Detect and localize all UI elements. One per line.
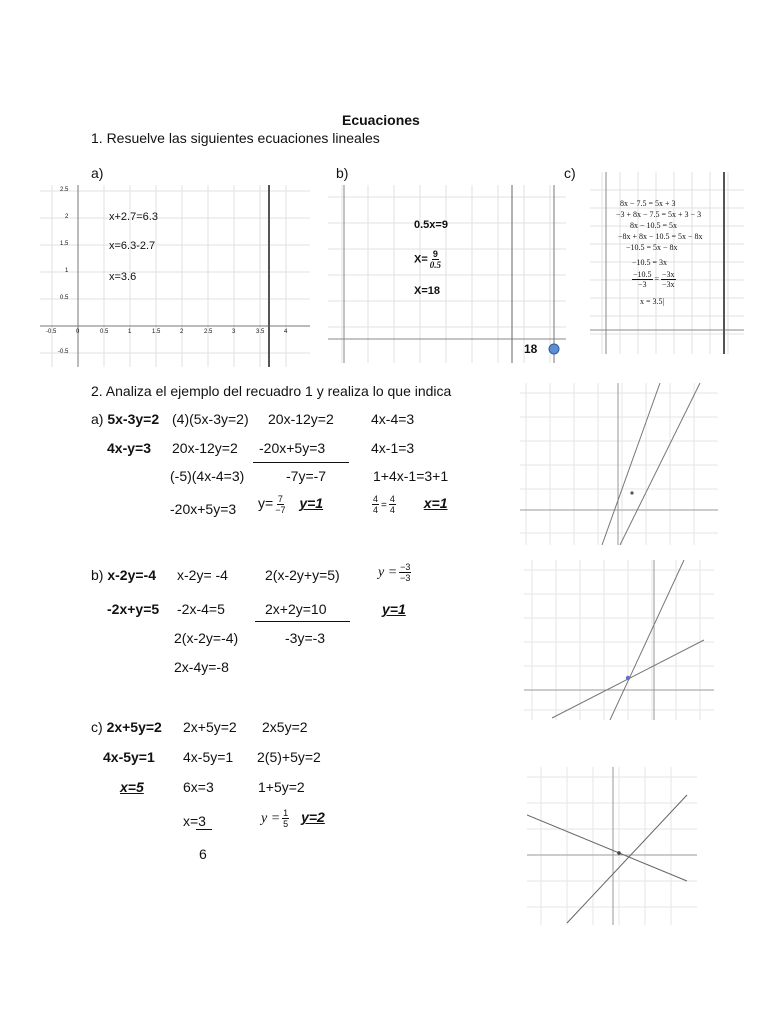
q2-c-y-equation [261, 808, 325, 829]
q2-a-step: 4x-1=3 [371, 440, 415, 456]
x-tick: 2.5 [204, 329, 213, 335]
q2-c-step: 2x5y=2 [262, 719, 308, 735]
q2-a-step: -7y=-7 [286, 468, 327, 484]
q2-a-step: -20x+5y=3 [170, 501, 237, 517]
q2-b-step: -2x-4=5 [177, 601, 225, 617]
q2-b-step: 2(x-2y=-4) [174, 630, 239, 646]
x-tick: 1 [128, 329, 132, 335]
q2-c-graph [527, 767, 697, 925]
q2-c-step: 6 [199, 846, 207, 862]
equals-sign: = [381, 500, 387, 512]
q2-c-eq1: 2x+5y=2 [106, 719, 162, 735]
fraction [430, 249, 441, 270]
q2-a-step: 20x-12y=2 [172, 440, 238, 456]
fraction-denominator: −3x [662, 280, 675, 289]
y-lhs: y = [378, 565, 398, 581]
fraction-numerator: −3x [662, 270, 675, 279]
fraction [399, 562, 411, 583]
q2-c-step: 1+5y=2 [258, 779, 305, 795]
q2-c-y-result: y=2 [301, 809, 325, 826]
q1-a-line-3: x=3.6 [109, 271, 137, 283]
q2-b-eq2: -2x+y=5 [107, 601, 160, 617]
q2-a-label: a) [91, 411, 104, 427]
fraction [282, 808, 289, 829]
q1-a-graph [40, 185, 310, 367]
q2-c-step: 2(5)+5y=2 [257, 749, 321, 765]
q2-c-step: 4x-5y=1 [183, 749, 234, 765]
q1-b-line-2 [414, 249, 443, 270]
fraction-denominator: −7 [275, 505, 286, 515]
q1-c-graph [590, 172, 744, 354]
fraction-denominator: 4 [373, 505, 379, 515]
y-tick: 1.5 [60, 241, 69, 247]
fraction-denominator: 5 [283, 819, 289, 829]
y-lhs: y = [261, 811, 281, 827]
fraction [372, 494, 379, 515]
x-tick: 4 [284, 329, 288, 335]
fraction-denominator: −3 [638, 280, 647, 289]
q2-a-x-solution [370, 494, 448, 515]
q2-a-system-line-1 [91, 411, 159, 427]
x-tick: 0 [76, 329, 80, 335]
q2-a-step: 20x-12y=2 [268, 411, 334, 427]
q1-b-line-1: 0.5x=9 [414, 219, 448, 231]
fraction-denominator: 4 [389, 505, 395, 515]
q2-c-eq2: 4x-5y=1 [103, 749, 155, 765]
q1-c-result: x = 3.5| [640, 297, 665, 306]
q2-a-eq1: 5x-3y=2 [107, 411, 160, 427]
q1-c-line-4: −8x + 8x − 10.5 = 5x − 8x [618, 232, 703, 241]
q2-a-y-solution [258, 494, 323, 515]
x-tick: 3.5 [256, 329, 265, 335]
q2-b-y-result: y=1 [382, 601, 406, 617]
q2-a-y-result: y=1 [299, 495, 324, 512]
fraction-numerator: 7 [277, 494, 283, 504]
y-prefix: y= [258, 495, 274, 512]
q2-b-label: b) [91, 567, 104, 583]
y-tick: 2.5 [60, 187, 69, 193]
q1-b-line-2-prefix: X= [414, 253, 428, 266]
x-tick: -0.5 [46, 329, 57, 335]
y-tick: 0.5 [60, 295, 69, 301]
x-tick: 3 [232, 329, 236, 335]
fraction-numerator: −10.5 [633, 270, 652, 279]
q2-b-step: 2(x-2y+y=5) [265, 567, 340, 583]
fraction [661, 270, 676, 289]
x-tick: 0.5 [100, 329, 109, 335]
q1-c-label: c) [564, 165, 576, 181]
q1-a-line-1: x+2.7=6.3 [109, 211, 158, 223]
fraction-numerator: 1 [283, 808, 289, 818]
q2-b-y-equation [378, 562, 413, 583]
fraction-denominator: −3 [400, 573, 411, 583]
q2-c-system-line-1 [91, 719, 162, 735]
question-2-heading: 2. Analiza el ejemplo del recuadro 1 y realiza lo que indica [91, 383, 452, 399]
q1-c-line-6: −10.5 = 3x [632, 258, 668, 267]
q2-b-step: -3y=-3 [285, 630, 326, 646]
q2-a-step: -20x+5y=3 [259, 440, 326, 456]
fraction-bar [196, 829, 212, 830]
question-1-heading: 1. Resuelve las siguientes ecuaciones lineales [91, 130, 380, 146]
q2-b-graph [524, 560, 714, 720]
q2-c-step: 6x=3 [183, 779, 214, 795]
q1-c-line-2: −3 + 8x − 7.5 = 5x + 3 − 3 [616, 210, 702, 219]
q1-b-point-label: 18 [524, 342, 538, 356]
q2-a-step: 4x-4=3 [371, 411, 415, 427]
y-tick: 2 [65, 214, 69, 220]
q2-b-step: 2x+2y=10 [265, 601, 327, 617]
q2-a-eq2: 4x-y=3 [107, 440, 151, 456]
fraction-numerator: 4 [373, 494, 379, 504]
fraction-numerator: −3 [400, 562, 411, 572]
q2-b-step: x-2y= -4 [177, 567, 228, 583]
y-tick: -0.5 [58, 349, 69, 355]
q1-a-line-2: x=6.3-2.7 [109, 240, 156, 252]
q1-b-label: b) [336, 165, 349, 181]
q1-a-label: a) [91, 165, 104, 181]
page-title: Ecuaciones [342, 112, 420, 128]
q2-c-step: 2x+5y=2 [183, 719, 237, 735]
q2-b-system-line-1 [91, 567, 156, 583]
q2-a-step: 1+4x-1=3+1 [373, 468, 449, 484]
q2-a-step: (4)(5x-3y=2) [172, 411, 249, 427]
y-tick: 1 [65, 268, 69, 274]
q1-c-line-1: 8x − 7.5 = 5x + 3 [620, 199, 676, 208]
addition-rule [255, 621, 350, 622]
addition-rule [253, 462, 349, 463]
q2-b-eq1: x-2y=-4 [107, 567, 156, 583]
fraction [275, 494, 285, 515]
q1-c-line-3: 8x − 10.5 = 5x [630, 221, 678, 230]
x-tick: 1.5 [152, 329, 161, 335]
x-tick: 2 [180, 329, 184, 335]
q1-b-line-3: X=18 [414, 285, 440, 297]
fraction [632, 270, 653, 289]
fraction-numerator: 9 [432, 249, 438, 259]
q2-c-label: c) [91, 719, 103, 735]
fraction-denominator: 0.5 [429, 260, 442, 270]
q2-a-graph [520, 383, 718, 545]
fraction-numerator: 4 [389, 494, 395, 504]
fraction [389, 494, 396, 515]
q2-c-x-result: x=5 [120, 779, 144, 795]
q1-c-line-5: −10.5 = 5x − 8x [626, 243, 678, 252]
q2-b-step: 2x-4y=-8 [174, 659, 229, 675]
q2-c-step: x=3 [183, 813, 206, 829]
q2-a-step: (-5)(4x-4=3) [170, 468, 245, 484]
q1-c-fraction-line: $\frac{-10.5}{-3}$ = $\frac{-3x}{-3x}$ [633, 270, 675, 289]
q2-a-x-result: x=1 [423, 495, 448, 512]
q1-b-graph [328, 185, 566, 363]
